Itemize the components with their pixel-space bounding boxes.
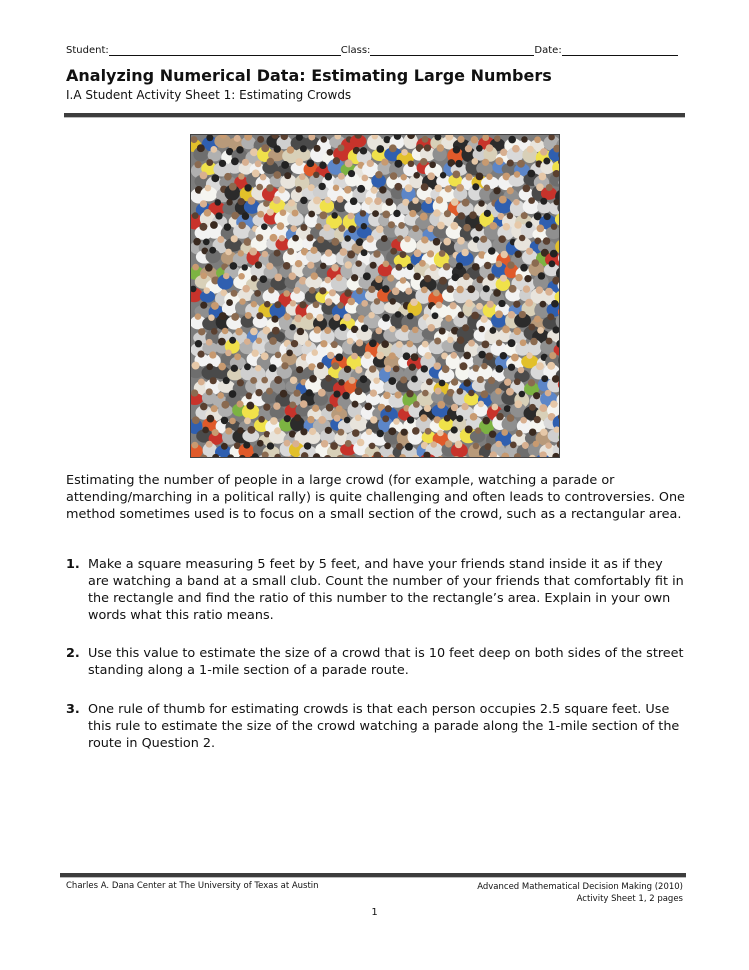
- student-field[interactable]: [109, 44, 341, 56]
- footer-course-title: Advanced Mathematical Decision Making (2010): [477, 882, 683, 892]
- intro-paragraph: Estimating the number of people in a large crowd (for example, watching a parade or attending/marching in a political rally) is quite challenging and often leads to controversies. One method sometimes used is to focus on a small section of the crowd, such as a rectangular area.: [66, 473, 685, 522]
- page-subtitle: I.A Student Activity Sheet 1: Estimating Crowds: [66, 88, 352, 102]
- footer-course-info: [477, 881, 683, 905]
- header-fields: [66, 44, 684, 56]
- question-3-text: One rule of thumb for estimating crowds is that each person occupies 2.5 square feet. Use this rule to estimate the size of the crowd watching a parade along the 1-mile section of the route in Question 2.: [88, 702, 680, 751]
- date-label: Date:: [534, 45, 562, 56]
- page-number: 1: [371, 907, 378, 918]
- question-1: [66, 556, 686, 624]
- question-2: [66, 645, 686, 679]
- footer-credit: Charles A. Dana Center at The University of Texas at Austin: [66, 881, 319, 891]
- crowd-photo-illustration: [191, 135, 559, 457]
- student-label: Student:: [66, 45, 109, 56]
- question-3-number: 3.: [66, 702, 80, 717]
- question-2-number: 2.: [66, 646, 80, 661]
- class-label: Class:: [340, 45, 371, 56]
- page-title: Analyzing Numerical Data: Estimating Large Numbers: [66, 66, 552, 85]
- question-3: [66, 701, 686, 752]
- crowd-photo: [190, 134, 560, 458]
- footer-divider: [60, 873, 686, 878]
- question-1-number: 1.: [66, 557, 80, 572]
- question-2-text: Use this value to estimate the size of a crowd that is 10 feet deep on both sides of the street standing along a 1-mile section of a parade route.: [88, 646, 684, 678]
- footer-sheet-info: Activity Sheet 1, 2 pages: [576, 894, 683, 904]
- header-divider: [64, 113, 685, 118]
- class-field[interactable]: [370, 44, 534, 56]
- date-field[interactable]: [562, 44, 678, 56]
- question-1-text: Make a square measuring 5 feet by 5 feet, and have your friends stand inside it as if they are watching a band at a small club. Count the number of your friends that comfortably fit in the rectangle and find the ratio of this number to the rectangle’s area. Explain in your own words what this ratio means.: [88, 557, 684, 623]
